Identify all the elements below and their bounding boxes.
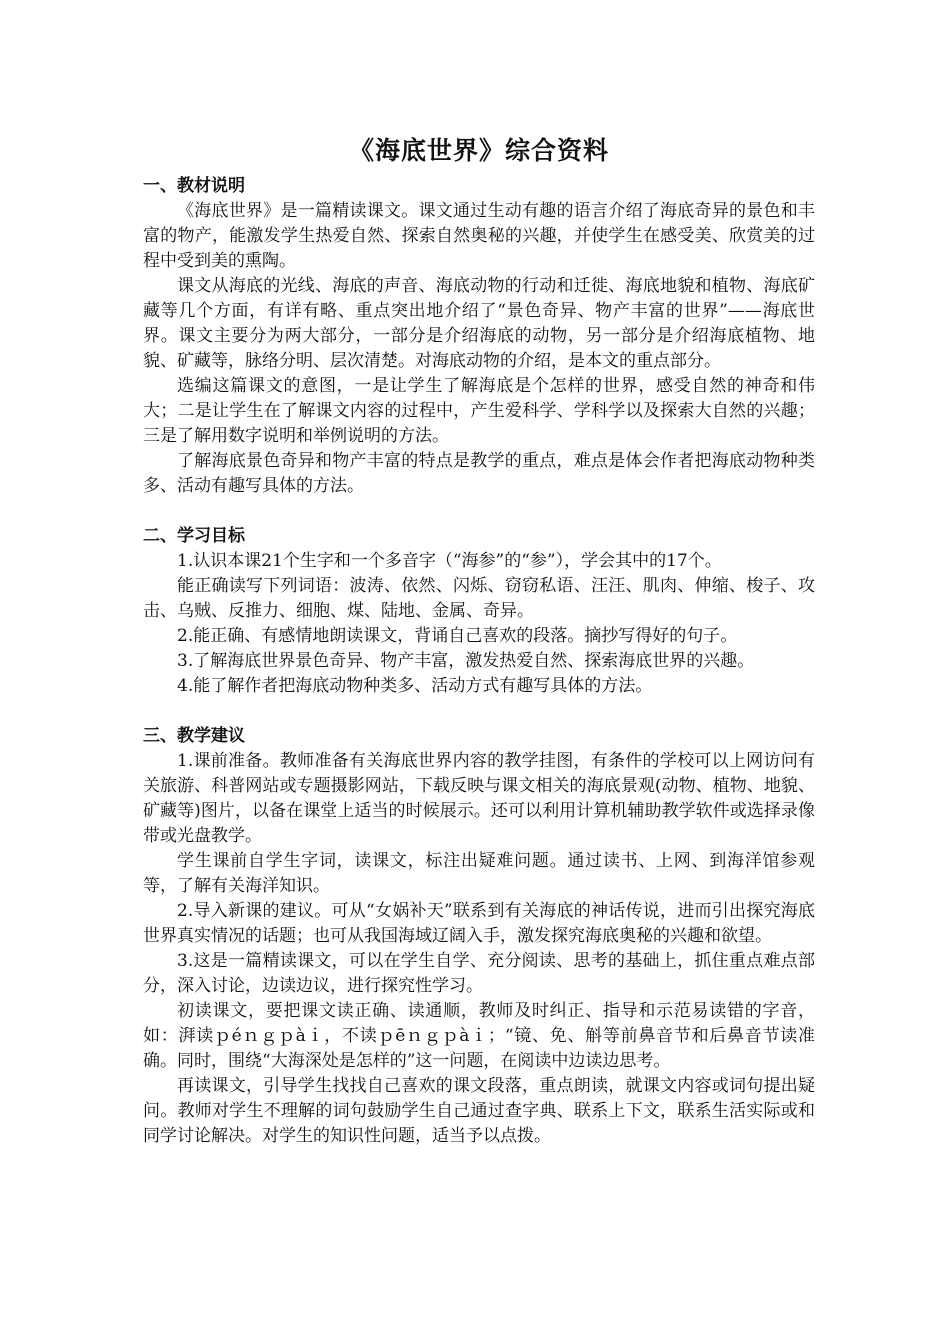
paragraph: 4.能了解作者把海底动物种类多、活动方式有趣写具体的方法。 (177, 676, 653, 696)
paragraph: 《海底世界》是一篇精读课文。课文通过生动有趣的语言介绍了海底奇异的景色和丰富的物产，能激发学生热爱自然、探索自然奥秘的兴趣，并使学生在感受美、欣赏美的过程中受到美的熏陶。 (143, 201, 815, 271)
paragraph: 了解海底景色奇异和物产丰富的特点是教学的重点，难点是体会作者把海底动物种类多、活动有趣写具体的方法。 (143, 451, 815, 496)
paragraph: 再读课文，引导学生找找自己喜欢的课文段落，重点朗读，就课文内容或词句提出疑问。教师对学生不理解的词句鼓励学生自己通过查字典、联系上下文，联系生活实际或和同学讨论解决。对学生的知识性问题，适当予以点拨。 (143, 1076, 815, 1146)
section-spacer (143, 499, 815, 524)
paragraph: 1.认识本课21个生字和一个多音字（“海参”的“参”），学会其中的17个。 (177, 551, 722, 571)
section-heading: 一、教材说明 (143, 176, 245, 196)
paragraph: 学生课前自学生字词，读课文，标注出疑难问题。通过读书、上网、到海洋馆参观等，了解有关海洋知识。 (143, 851, 815, 896)
section-teaching (143, 724, 815, 1149)
paragraph: 2.导入新课的建议。可从“女娲补天”联系到有关海底的神话传说，进而引出探究海底世界真实情况的话题；也可从我国海域辽阔入手，激发探究海底奥秘的兴趣和欲望。 (143, 901, 815, 946)
section-goals (143, 524, 815, 699)
section-heading: 二、学习目标 (143, 526, 245, 546)
paragraph: 2.能正确、有感情地朗读课文，背诵自己喜欢的段落。摘抄写得好的句子。 (177, 626, 738, 646)
section-spacer (143, 699, 815, 724)
section-materials (143, 174, 815, 499)
paragraph: 能正确读写下列词语：波涛、依然、闪烁、窃窃私语、汪汪、肌肉、伸缩、梭子、攻击、乌贼、反推力、细胞、煤、陆地、金属、奇异。 (143, 576, 815, 621)
paragraph: 3.这是一篇精读课文，可以在学生自学、充分阅读、思考的基础上，抓住重点难点部分，深入讨论，边读边议，进行探究性学习。 (143, 951, 815, 996)
paragraph: 1.课前准备。教师准备有关海底世界内容的教学挂图，有条件的学校可以上网访问有关旅游、科普网站或专题摄影网站，下载反映与课文相关的海底景观(动物、植物、地貌、矿藏等)图片，以备在课堂上适当的时候展示。还可以利用计算机辅助教学软件或选择录像带或光盘教学。 (143, 751, 815, 846)
document-title: 《海底世界》综合资料 (348, 136, 609, 165)
paragraph: 初读课文，要把课文读正确、读通顺，教师及时纠正、指导和示范易读错的字音，如：湃读ｐéｎｇｐàｉ，不读ｐēｎｇｐàｉ；“镜、免、斛等前鼻音节和后鼻音节读准确。同时，围绕“大海深处是怎样的”这一问题，在阅读中边读边思考。 (143, 1001, 815, 1071)
paragraph: 课文从海底的光线、海底的声音、海底动物的行动和迁徙、海底地貌和植物、海底矿藏等几个方面，有详有略、重点突出地介绍了“景色奇异、物产丰富的世界”——海底世界。课文主要分为两大部分，一部分是介绍海底的动物，另一部分是介绍海底植物、地貌、矿藏等，脉络分明、层次清楚。对海底动物的介绍，是本文的重点部分。 (143, 276, 815, 371)
paragraph: 3.了解海底世界景色奇异、物产丰富，激发热爱自然、探索海底世界的兴趣。 (177, 651, 755, 671)
paragraph: 选编这篇课文的意图，一是让学生了解海底是个怎样的世界，感受自然的神奇和伟大；二是让学生在了解课文内容的过程中，产生爱科学、学科学以及探索大自然的兴趣；三是了解用数字说明和举例说明的方法。 (143, 376, 815, 446)
section-heading: 三、教学建议 (143, 726, 245, 746)
document-page (143, 132, 815, 1149)
